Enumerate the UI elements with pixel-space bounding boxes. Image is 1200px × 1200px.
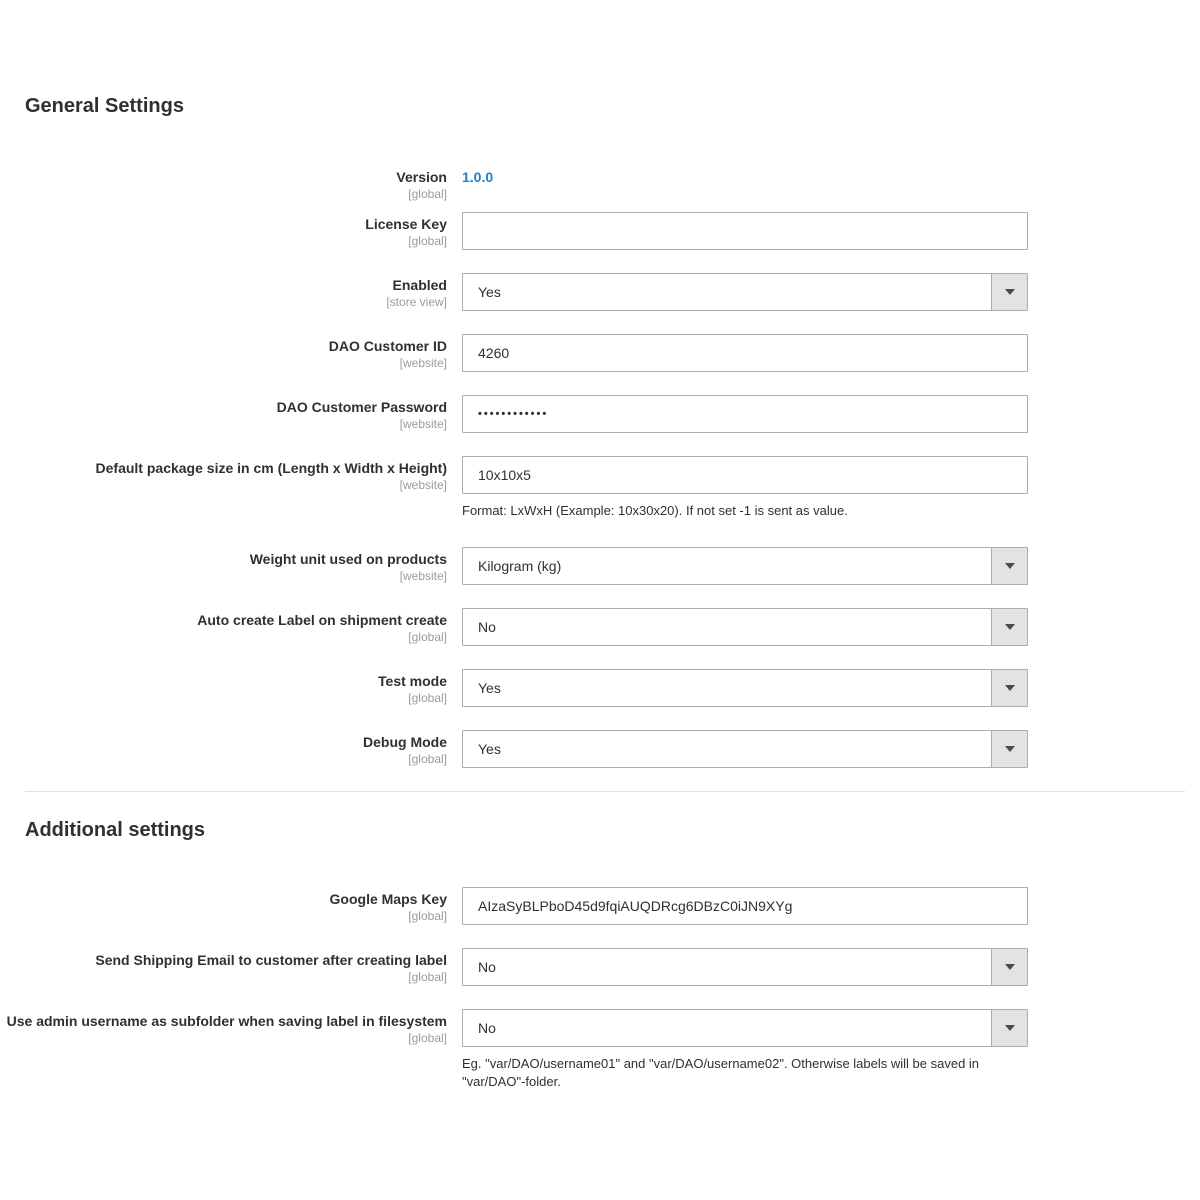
- enabled-select[interactable]: [462, 273, 1028, 311]
- form-rows-additional: [0, 887, 1200, 1091]
- field-label: Debug Mode: [363, 734, 447, 750]
- field-label: Enabled: [392, 277, 447, 293]
- field-value-cell: [462, 1009, 1028, 1091]
- dropdown-arrow-icon: [991, 670, 1027, 706]
- field-value-cell: [462, 547, 1028, 585]
- field-scope: [website]: [399, 569, 447, 583]
- dropdown-arrow-icon: [991, 731, 1027, 767]
- form-row: [0, 168, 1200, 202]
- field-label: Default package size in cm (Length x Width x Height): [95, 460, 447, 476]
- weight-unit-selected-option: Kilogram (kg): [478, 558, 562, 574]
- field-label: Weight unit used on products: [249, 551, 447, 567]
- default-package-size-input[interactable]: [462, 456, 1028, 494]
- field-scope: [global]: [408, 691, 447, 705]
- weight-unit-select[interactable]: [462, 547, 1028, 585]
- field-value-cell: [462, 887, 1028, 925]
- form-row: [0, 730, 1200, 768]
- form-rows-general: [0, 168, 1200, 768]
- form-row: [0, 273, 1200, 311]
- field-note: Format: LxWxH (Example: 10x30x20). If not set -1 is sent as value.: [462, 503, 848, 518]
- field-label: DAO Customer Password: [276, 399, 447, 415]
- google-maps-key-input[interactable]: [462, 887, 1028, 925]
- form-row: [0, 456, 1200, 520]
- dropdown-arrow-icon: [991, 1010, 1027, 1046]
- field-value-cell: [462, 273, 1028, 311]
- field-scope: [global]: [408, 187, 447, 201]
- field-label-cell: [0, 547, 447, 585]
- auto-create-label-selected-option: No: [478, 619, 496, 635]
- field-label: Version: [396, 169, 447, 185]
- field-scope: [global]: [408, 970, 447, 984]
- form-row: [0, 395, 1200, 433]
- field-label: License Key: [365, 216, 447, 232]
- enabled-selected-option: Yes: [478, 284, 501, 300]
- section-title-additional: Additional settings: [25, 819, 205, 841]
- debug-mode-selected-option: Yes: [478, 741, 501, 757]
- form-row: [0, 334, 1200, 372]
- field-label: Send Shipping Email to customer after creating label: [95, 952, 447, 968]
- field-label-cell: [0, 887, 447, 925]
- version-value: 1.0.0: [462, 169, 494, 185]
- dropdown-arrow-icon: [991, 274, 1027, 310]
- field-value-cell: [462, 456, 1028, 520]
- form-row: [0, 948, 1200, 986]
- field-label: Google Maps Key: [329, 891, 447, 907]
- field-label-cell: [0, 273, 447, 311]
- form-row: [0, 608, 1200, 646]
- form-row: [0, 547, 1200, 585]
- send-shipping-email-selected-option: No: [478, 959, 496, 975]
- field-scope: [website]: [399, 417, 447, 431]
- field-note: Eg. "var/DAO/username01" and "var/DAO/username02". Otherwise labels will be saved in "var/DAO"-folder.: [462, 1056, 980, 1089]
- field-label-cell: [0, 948, 447, 986]
- admin-username-subfolder-select[interactable]: [462, 1009, 1028, 1047]
- dao-customer-password-input[interactable]: [462, 395, 1028, 433]
- auto-create-label-select[interactable]: [462, 608, 1028, 646]
- field-scope: [global]: [408, 909, 447, 923]
- admin-username-subfolder-selected-option: No: [478, 1020, 496, 1036]
- field-label-cell: [0, 168, 447, 202]
- field-label-cell: [0, 212, 447, 250]
- debug-mode-select[interactable]: [462, 730, 1028, 768]
- field-value-cell: [462, 669, 1028, 707]
- section-general: [0, 94, 1200, 768]
- license-key-input[interactable]: [462, 212, 1028, 250]
- field-scope: [store view]: [386, 295, 447, 309]
- field-value-cell: [462, 608, 1028, 646]
- field-value-cell: [462, 168, 1028, 202]
- test-mode-select[interactable]: [462, 669, 1028, 707]
- field-label-cell: [0, 395, 447, 433]
- test-mode-selected-option: Yes: [478, 680, 501, 696]
- section-additional: [0, 818, 1200, 1091]
- dropdown-arrow-icon: [991, 949, 1027, 985]
- section-divider: [25, 791, 1185, 792]
- field-value-cell: [462, 212, 1028, 250]
- dropdown-arrow-icon: [991, 548, 1027, 584]
- dropdown-arrow-icon: [991, 609, 1027, 645]
- form-row: [0, 887, 1200, 925]
- form-row: [0, 212, 1200, 250]
- field-scope: [global]: [408, 630, 447, 644]
- field-label-cell: [0, 1009, 447, 1091]
- send-shipping-email-select[interactable]: [462, 948, 1028, 986]
- field-label: DAO Customer ID: [328, 338, 447, 354]
- field-scope: [global]: [408, 234, 447, 248]
- field-label: Auto create Label on shipment create: [197, 612, 447, 628]
- field-scope: [website]: [399, 478, 447, 492]
- field-label-cell: [0, 608, 447, 646]
- form-row: [0, 669, 1200, 707]
- field-label-cell: [0, 730, 447, 768]
- field-label: Test mode: [378, 673, 447, 689]
- field-label-cell: [0, 669, 447, 707]
- section-title-general: General Settings: [25, 95, 184, 117]
- field-scope: [global]: [408, 1031, 447, 1045]
- field-scope: [website]: [399, 356, 447, 370]
- dao-customer-id-input[interactable]: [462, 334, 1028, 372]
- field-value-cell: [462, 730, 1028, 768]
- field-label: Use admin username as subfolder when saving label in filesystem: [6, 1013, 447, 1029]
- field-label-cell: [0, 456, 447, 520]
- field-scope: [global]: [408, 752, 447, 766]
- field-value-cell: [462, 395, 1028, 433]
- field-label-cell: [0, 334, 447, 372]
- field-value-cell: [462, 334, 1028, 372]
- form-row: [0, 1009, 1200, 1091]
- field-value-cell: [462, 948, 1028, 986]
